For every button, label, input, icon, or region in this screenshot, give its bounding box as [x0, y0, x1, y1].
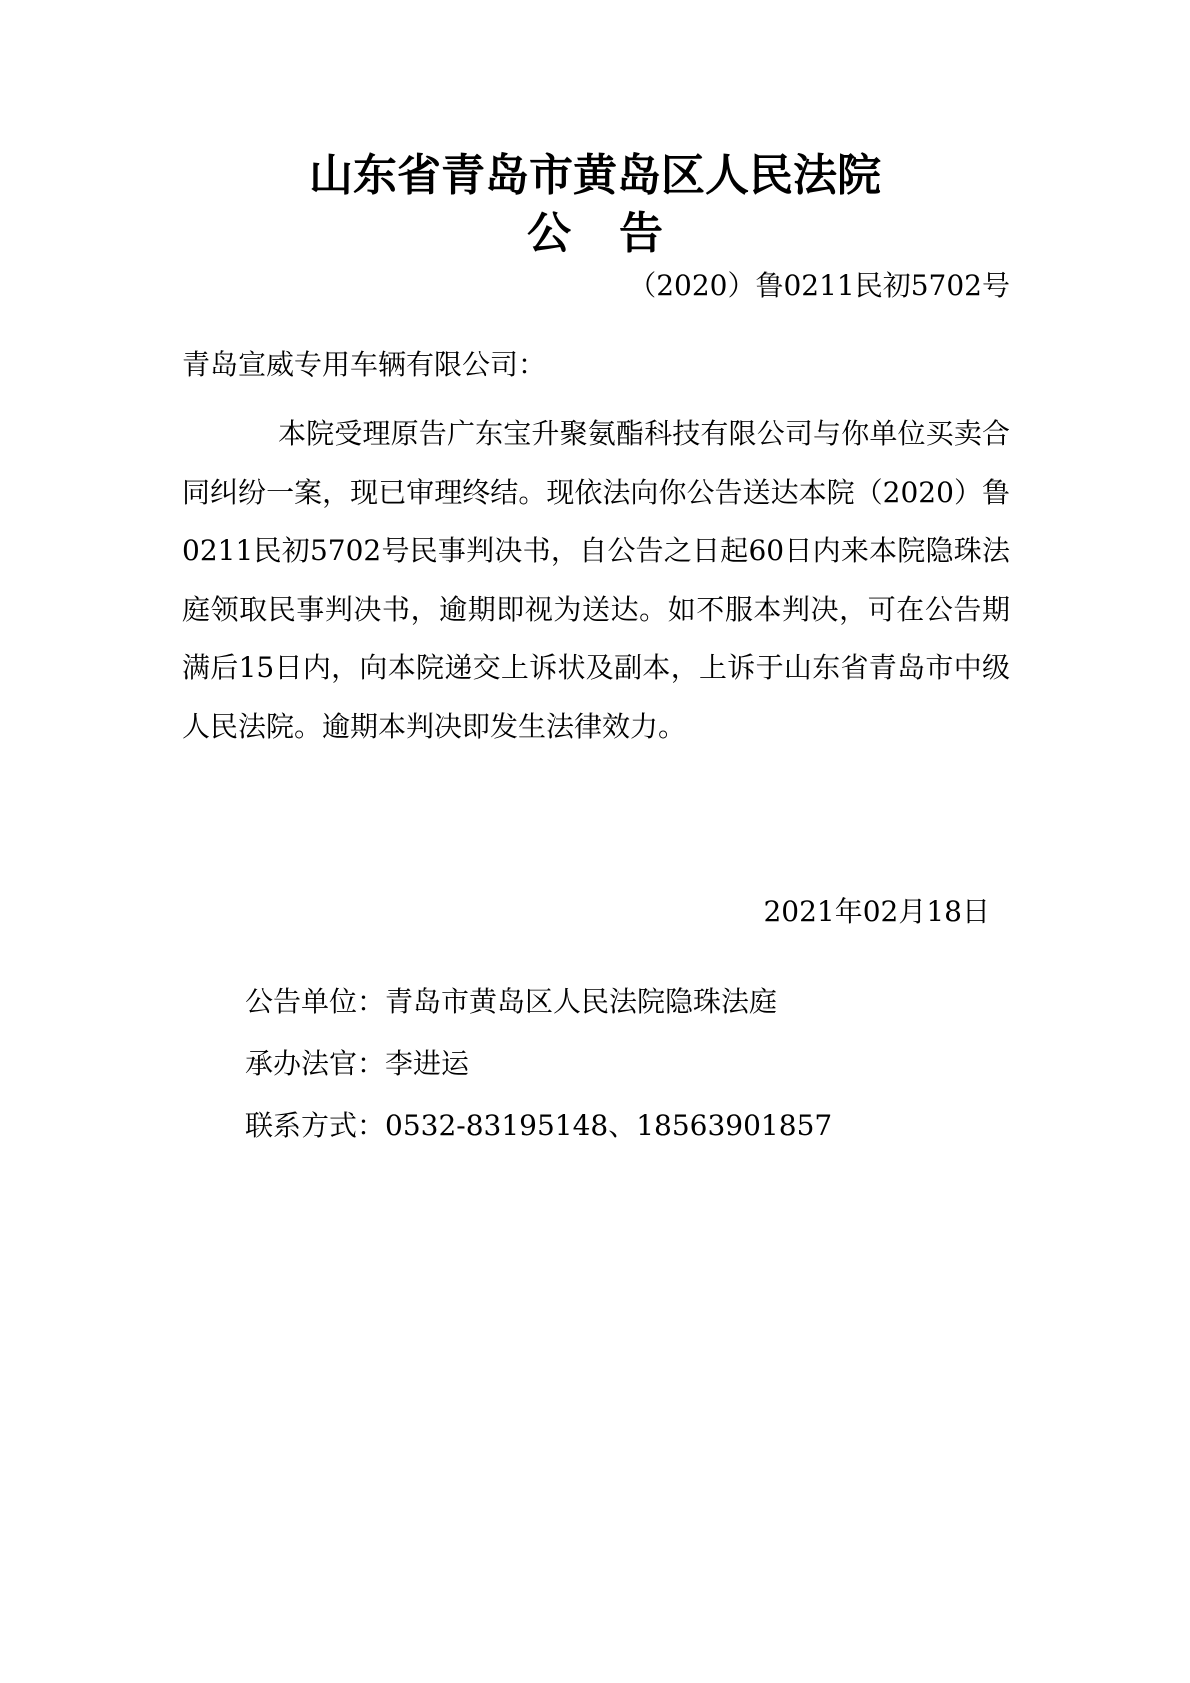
contact-info: 联系方式：0532-83195148、18563901857 — [245, 1109, 833, 1142]
issuing-unit: 公告单位：青岛市黄岛区人民法院隐珠法庭 — [245, 985, 778, 1018]
court-name-heading: 山东省青岛市黄岛区人民法院 — [309, 150, 881, 201]
presiding-judge: 承办法官：李进运 — [245, 1047, 470, 1080]
notice-title: 公告 — [527, 208, 711, 259]
case-number: （2020）鲁0211民初5702号 — [628, 269, 1010, 302]
addressee: 青岛宣威专用车辆有限公司： — [182, 348, 547, 381]
notice-body-paragraph: 本院受理原告广东宝升聚氨酯科技有限公司与你单位买卖合同纠纷一案，现已审理终结。现依法向你公告送达本院（2020）鲁0211民初5702号民事判决书，自公告之日起60日内来本院隐珠法庭领取民事判决书，逾期即视为送达。如不服本判决，可在公告期满后15日内，向本院递交上诉状及副本，上诉于山东省青岛市中级人民法院。逾期本判决即发生法律效力。 — [182, 417, 1010, 743]
notice-date: 2021年02月18日 — [763, 895, 990, 928]
